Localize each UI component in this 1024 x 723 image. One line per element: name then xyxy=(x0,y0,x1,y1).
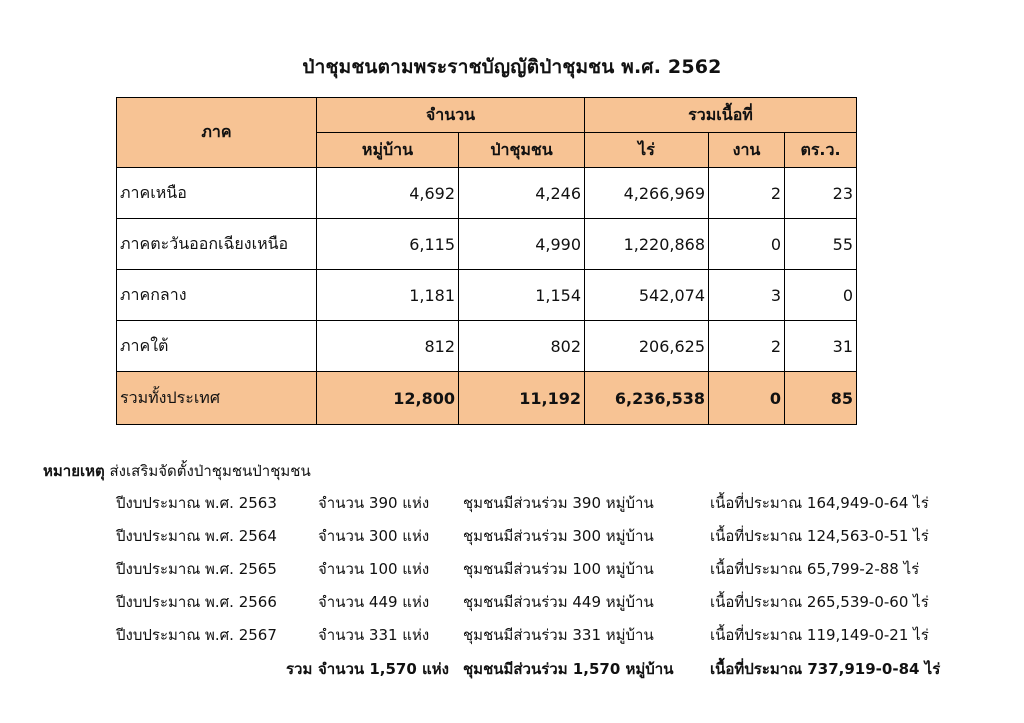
note-area: เนื้อที่ประมาณ 265,539-0-60 ไร่ xyxy=(710,593,929,611)
note-area: เนื้อที่ประมาณ 119,149-0-21 ไร่ xyxy=(710,626,929,644)
cell-forests: 1,154 xyxy=(459,270,585,321)
note-participation: ชุมชนมีส่วนร่วม 100 หมู่บ้าน xyxy=(463,560,654,578)
note-row xyxy=(0,491,1024,515)
cell-ngan: 2 xyxy=(709,168,785,219)
cell-sqwa: 31 xyxy=(785,321,857,372)
cell-villages: 4,692 xyxy=(317,168,459,219)
header-area-group: รวมเนื้อที่ xyxy=(585,98,857,133)
note-count: จำนวน 300 แห่ง xyxy=(318,527,430,545)
cell-rai: 542,074 xyxy=(585,270,709,321)
header-region: ภาค xyxy=(117,98,317,168)
note-total-participation: ชุมชนมีส่วนร่วม 1,570 หมู่บ้าน xyxy=(463,660,674,678)
cell-rai: 4,266,969 xyxy=(585,168,709,219)
cell-sqwa: 85 xyxy=(785,372,857,425)
note-count: จำนวน 100 แห่ง xyxy=(318,560,430,578)
note-row xyxy=(0,623,1024,647)
header-count-group: จำนวน xyxy=(317,98,585,133)
note-total-count: จำนวน 1,570 แห่ง xyxy=(318,660,449,678)
cell-villages: 1,181 xyxy=(317,270,459,321)
cell-ngan: 2 xyxy=(709,321,785,372)
cell-region: ภาคตะวันออกเฉียงเหนือ xyxy=(117,219,317,270)
note-area: เนื้อที่ประมาณ 164,949-0-64 ไร่ xyxy=(710,494,929,512)
note-area: เนื้อที่ประมาณ 124,563-0-51 ไร่ xyxy=(710,527,929,545)
note-participation: ชุมชนมีส่วนร่วม 300 หมู่บ้าน xyxy=(463,527,654,545)
cell-forests: 4,990 xyxy=(459,219,585,270)
note-year: ปีงบประมาณ พ.ศ. 2565 xyxy=(116,560,277,578)
note-total-area: เนื้อที่ประมาณ 737,919-0-84 ไร่ xyxy=(710,660,941,678)
note-year: ปีงบประมาณ พ.ศ. 2567 xyxy=(116,626,277,644)
cell-sqwa: 0 xyxy=(785,270,857,321)
cell-forests: 11,192 xyxy=(459,372,585,425)
table-row xyxy=(117,168,857,219)
cell-forests: 4,246 xyxy=(459,168,585,219)
note-year: ปีงบประมาณ พ.ศ. 2564 xyxy=(116,527,277,545)
cell-rai: 1,220,868 xyxy=(585,219,709,270)
header-sqwa: ตร.ว. xyxy=(785,133,857,168)
table-header-row xyxy=(117,98,857,133)
cell-sqwa: 23 xyxy=(785,168,857,219)
table-row xyxy=(117,321,857,372)
note-year: ปีงบประมาณ พ.ศ. 2563 xyxy=(116,494,277,512)
cell-ngan: 3 xyxy=(709,270,785,321)
cell-region: รวมทั้งประเทศ xyxy=(117,372,317,425)
cell-villages: 12,800 xyxy=(317,372,459,425)
cell-ngan: 0 xyxy=(709,219,785,270)
note-heading xyxy=(43,459,311,483)
note-count: จำนวน 331 แห่ง xyxy=(318,626,430,644)
table-row xyxy=(117,270,857,321)
note-total-label: รวม xyxy=(286,660,313,678)
cell-region: ภาคกลาง xyxy=(117,270,317,321)
cell-ngan: 0 xyxy=(709,372,785,425)
note-total-row xyxy=(0,657,1024,681)
cell-rai: 206,625 xyxy=(585,321,709,372)
note-row xyxy=(0,524,1024,548)
cell-region: ภาคใต้ xyxy=(117,321,317,372)
note-year: ปีงบประมาณ พ.ศ. 2566 xyxy=(116,593,277,611)
note-row xyxy=(0,557,1024,581)
cell-villages: 6,115 xyxy=(317,219,459,270)
note-participation: ชุมชนมีส่วนร่วม 390 หมู่บ้าน xyxy=(463,494,654,512)
page-title: ป่าชุมชนตามพระราชบัญญัติป่าชุมชน พ.ศ. 2562 xyxy=(302,56,722,78)
table-total-row xyxy=(117,372,857,425)
community-forest-table xyxy=(116,97,857,425)
note-count: จำนวน 449 แห่ง xyxy=(318,593,430,611)
header-rai: ไร่ xyxy=(585,133,709,168)
table-row xyxy=(117,219,857,270)
note-count: จำนวน 390 แห่ง xyxy=(318,494,430,512)
header-forests: ป่าชุมชน xyxy=(459,133,585,168)
note-text: ส่งเสริมจัดตั้งป่าชุมชนป่าชุมชน xyxy=(109,462,311,480)
note-participation: ชุมชนมีส่วนร่วม 449 หมู่บ้าน xyxy=(463,593,654,611)
note-area: เนื้อที่ประมาณ 65,799-2-88 ไร่ xyxy=(710,560,920,578)
note-label: หมายเหตุ xyxy=(43,462,105,480)
note-row xyxy=(0,590,1024,614)
cell-rai: 6,236,538 xyxy=(585,372,709,425)
note-participation: ชุมชนมีส่วนร่วม 331 หมู่บ้าน xyxy=(463,626,654,644)
header-villages: หมู่บ้าน xyxy=(317,133,459,168)
cell-forests: 802 xyxy=(459,321,585,372)
cell-region: ภาคเหนือ xyxy=(117,168,317,219)
cell-villages: 812 xyxy=(317,321,459,372)
header-ngan: งาน xyxy=(709,133,785,168)
cell-sqwa: 55 xyxy=(785,219,857,270)
